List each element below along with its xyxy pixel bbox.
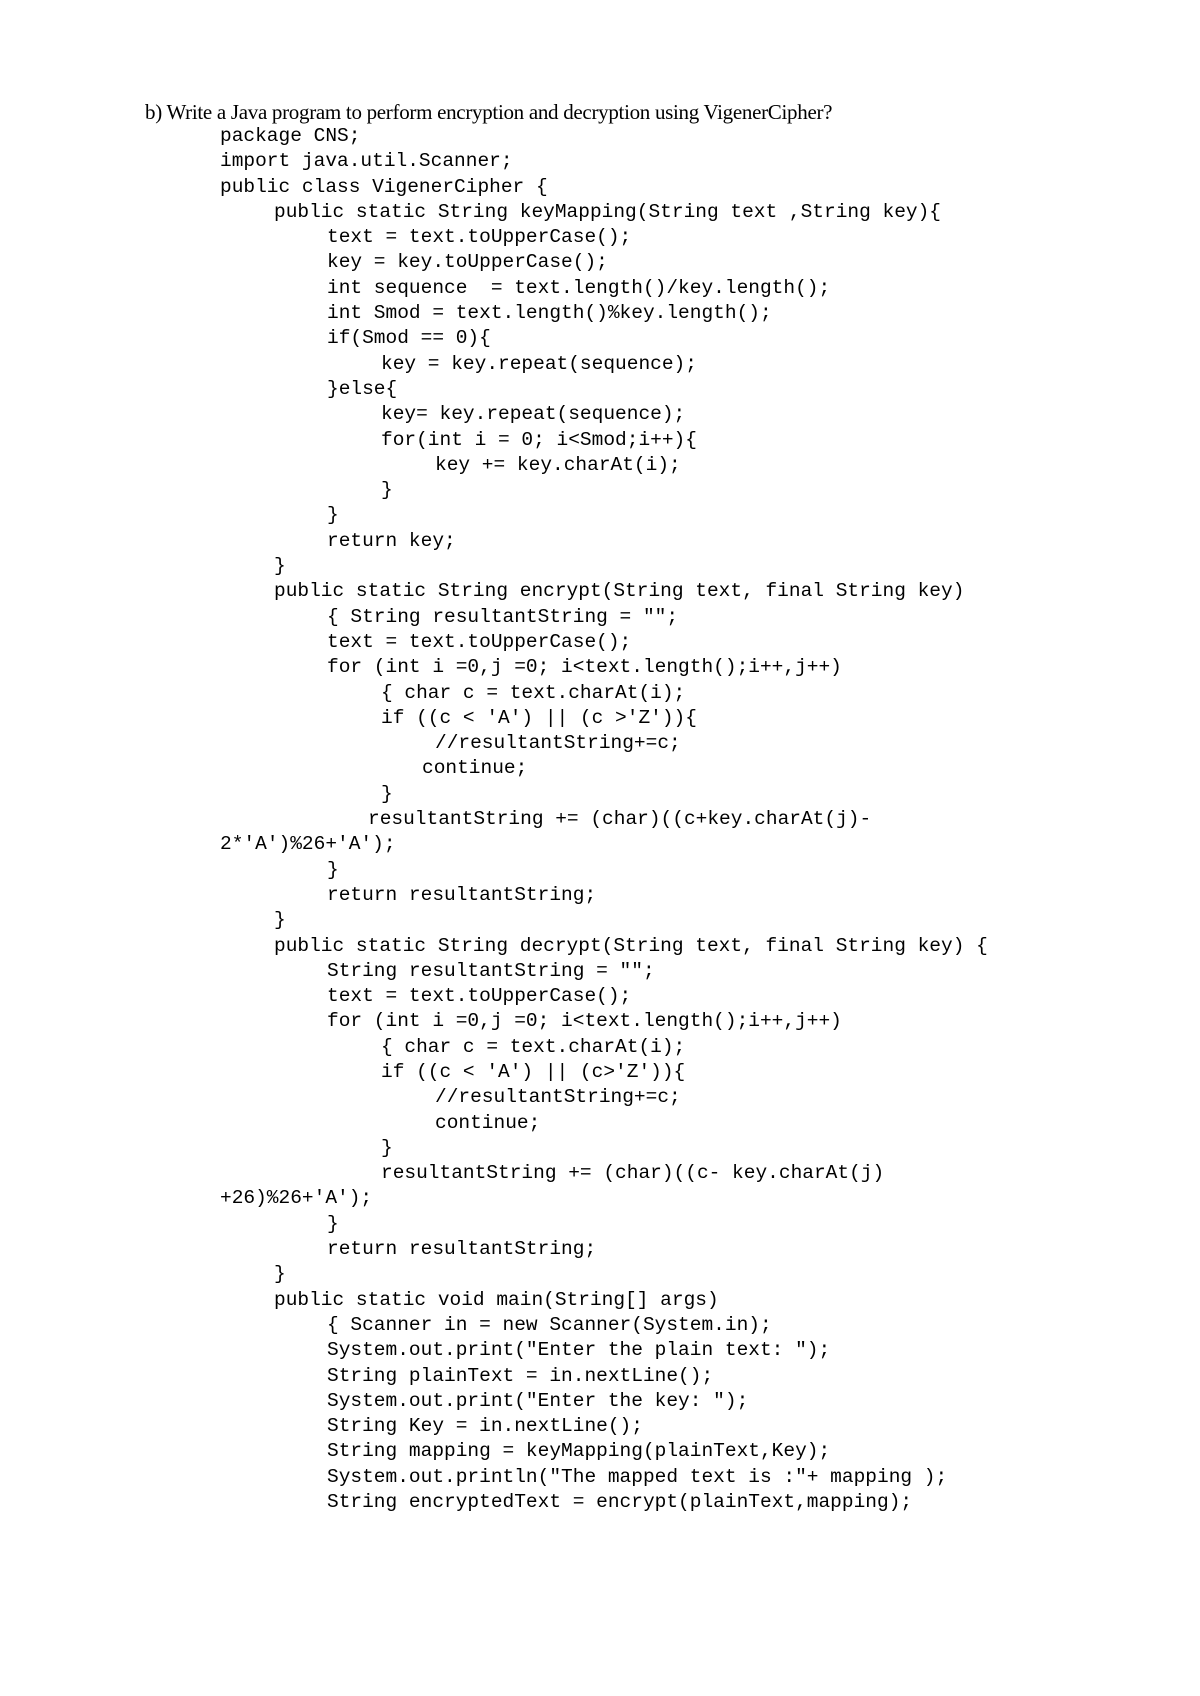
code-line: { char c = text.charAt(i); xyxy=(381,1035,686,1058)
code-line: if(Smod == 0){ xyxy=(327,327,491,350)
code-line: { Scanner in = new Scanner(System.in); xyxy=(327,1313,772,1336)
code-line: public static String encrypt(String text, final String key) xyxy=(274,580,965,603)
code-line: int Smod = text.length()%key.length(); xyxy=(327,302,772,325)
code-line: } xyxy=(381,1136,393,1159)
code-line: }else{ xyxy=(327,377,398,400)
code-line: public static String decrypt(String text, final String key) { xyxy=(274,934,988,957)
code-line: System.out.print("Enter the plain text: "); xyxy=(327,1339,831,1362)
code-line: String mapping = keyMapping(plainText,Key); xyxy=(327,1440,831,1463)
code-line: resultantString += (char)((c+key.charAt(j)- xyxy=(368,808,872,831)
code-line: 2*'A')%26+'A'); xyxy=(220,833,396,856)
code-line: } xyxy=(274,1263,286,1286)
code-line: } xyxy=(327,858,339,881)
code-line: import java.util.Scanner; xyxy=(220,150,513,173)
code-line: return resultantString; xyxy=(327,883,597,906)
code-line: key= key.repeat(sequence); xyxy=(381,403,686,426)
code-line: System.out.println("The mapped text is :"+ mapping ); xyxy=(327,1465,948,1488)
code-line: if ((c < 'A') || (c >'Z')){ xyxy=(381,706,697,729)
code-line: public static String keyMapping(String text ,String key){ xyxy=(274,200,942,223)
code-line: String encryptedText = encrypt(plainText,mapping); xyxy=(327,1491,913,1514)
code-line: text = text.toUpperCase(); xyxy=(327,630,632,653)
code-line: String Key = in.nextLine(); xyxy=(327,1415,643,1438)
code-line: text = text.toUpperCase(); xyxy=(327,226,632,249)
code-line: } xyxy=(327,1212,339,1235)
code-line: } xyxy=(274,909,286,932)
code-line: //resultantString+=c; xyxy=(435,732,681,755)
code-line: } xyxy=(274,555,286,578)
code-line: return key; xyxy=(327,529,456,552)
code-line: //resultantString+=c; xyxy=(435,1086,681,1109)
code-line: for (int i =0,j =0; i<text.length();i++,j++) xyxy=(327,1010,842,1033)
code-block xyxy=(0,124,988,1515)
code-line: } xyxy=(381,782,393,805)
code-line: public class VigenerCipher { xyxy=(220,175,548,198)
question-heading: b) Write a Java program to perform encryption and decryption using VigenerCipher? xyxy=(145,100,833,124)
code-line: continue; xyxy=(422,757,528,780)
code-line: key = key.toUpperCase(); xyxy=(327,251,608,274)
code-line: int sequence = text.length()/key.length(); xyxy=(327,276,831,299)
code-line: +26)%26+'A'); xyxy=(220,1187,373,1210)
code-line: { String resultantString = ""; xyxy=(327,605,679,628)
code-line: return resultantString; xyxy=(327,1238,597,1261)
code-line: text = text.toUpperCase(); xyxy=(327,985,632,1008)
code-line: for(int i = 0; i<Smod;i++){ xyxy=(381,428,697,451)
code-line: continue; xyxy=(435,1111,541,1134)
code-line: package CNS; xyxy=(220,125,361,147)
code-line: String plainText = in.nextLine(); xyxy=(327,1364,714,1387)
code-line: resultantString += (char)((c- key.charAt(j) xyxy=(381,1162,885,1185)
code-line: System.out.print("Enter the key: "); xyxy=(327,1389,749,1412)
code-line: if ((c < 'A') || (c>'Z')){ xyxy=(381,1060,686,1083)
code-line: key += key.charAt(i); xyxy=(435,453,681,476)
code-line: String resultantString = ""; xyxy=(327,959,655,982)
code-line: public static void main(String[] args) xyxy=(274,1288,719,1311)
code-line: for (int i =0,j =0; i<text.length();i++,j++) xyxy=(327,656,842,679)
code-line: } xyxy=(327,504,339,527)
code-line: key = key.repeat(sequence); xyxy=(381,352,697,375)
code-line: } xyxy=(381,479,393,502)
code-line: { char c = text.charAt(i); xyxy=(381,681,686,704)
